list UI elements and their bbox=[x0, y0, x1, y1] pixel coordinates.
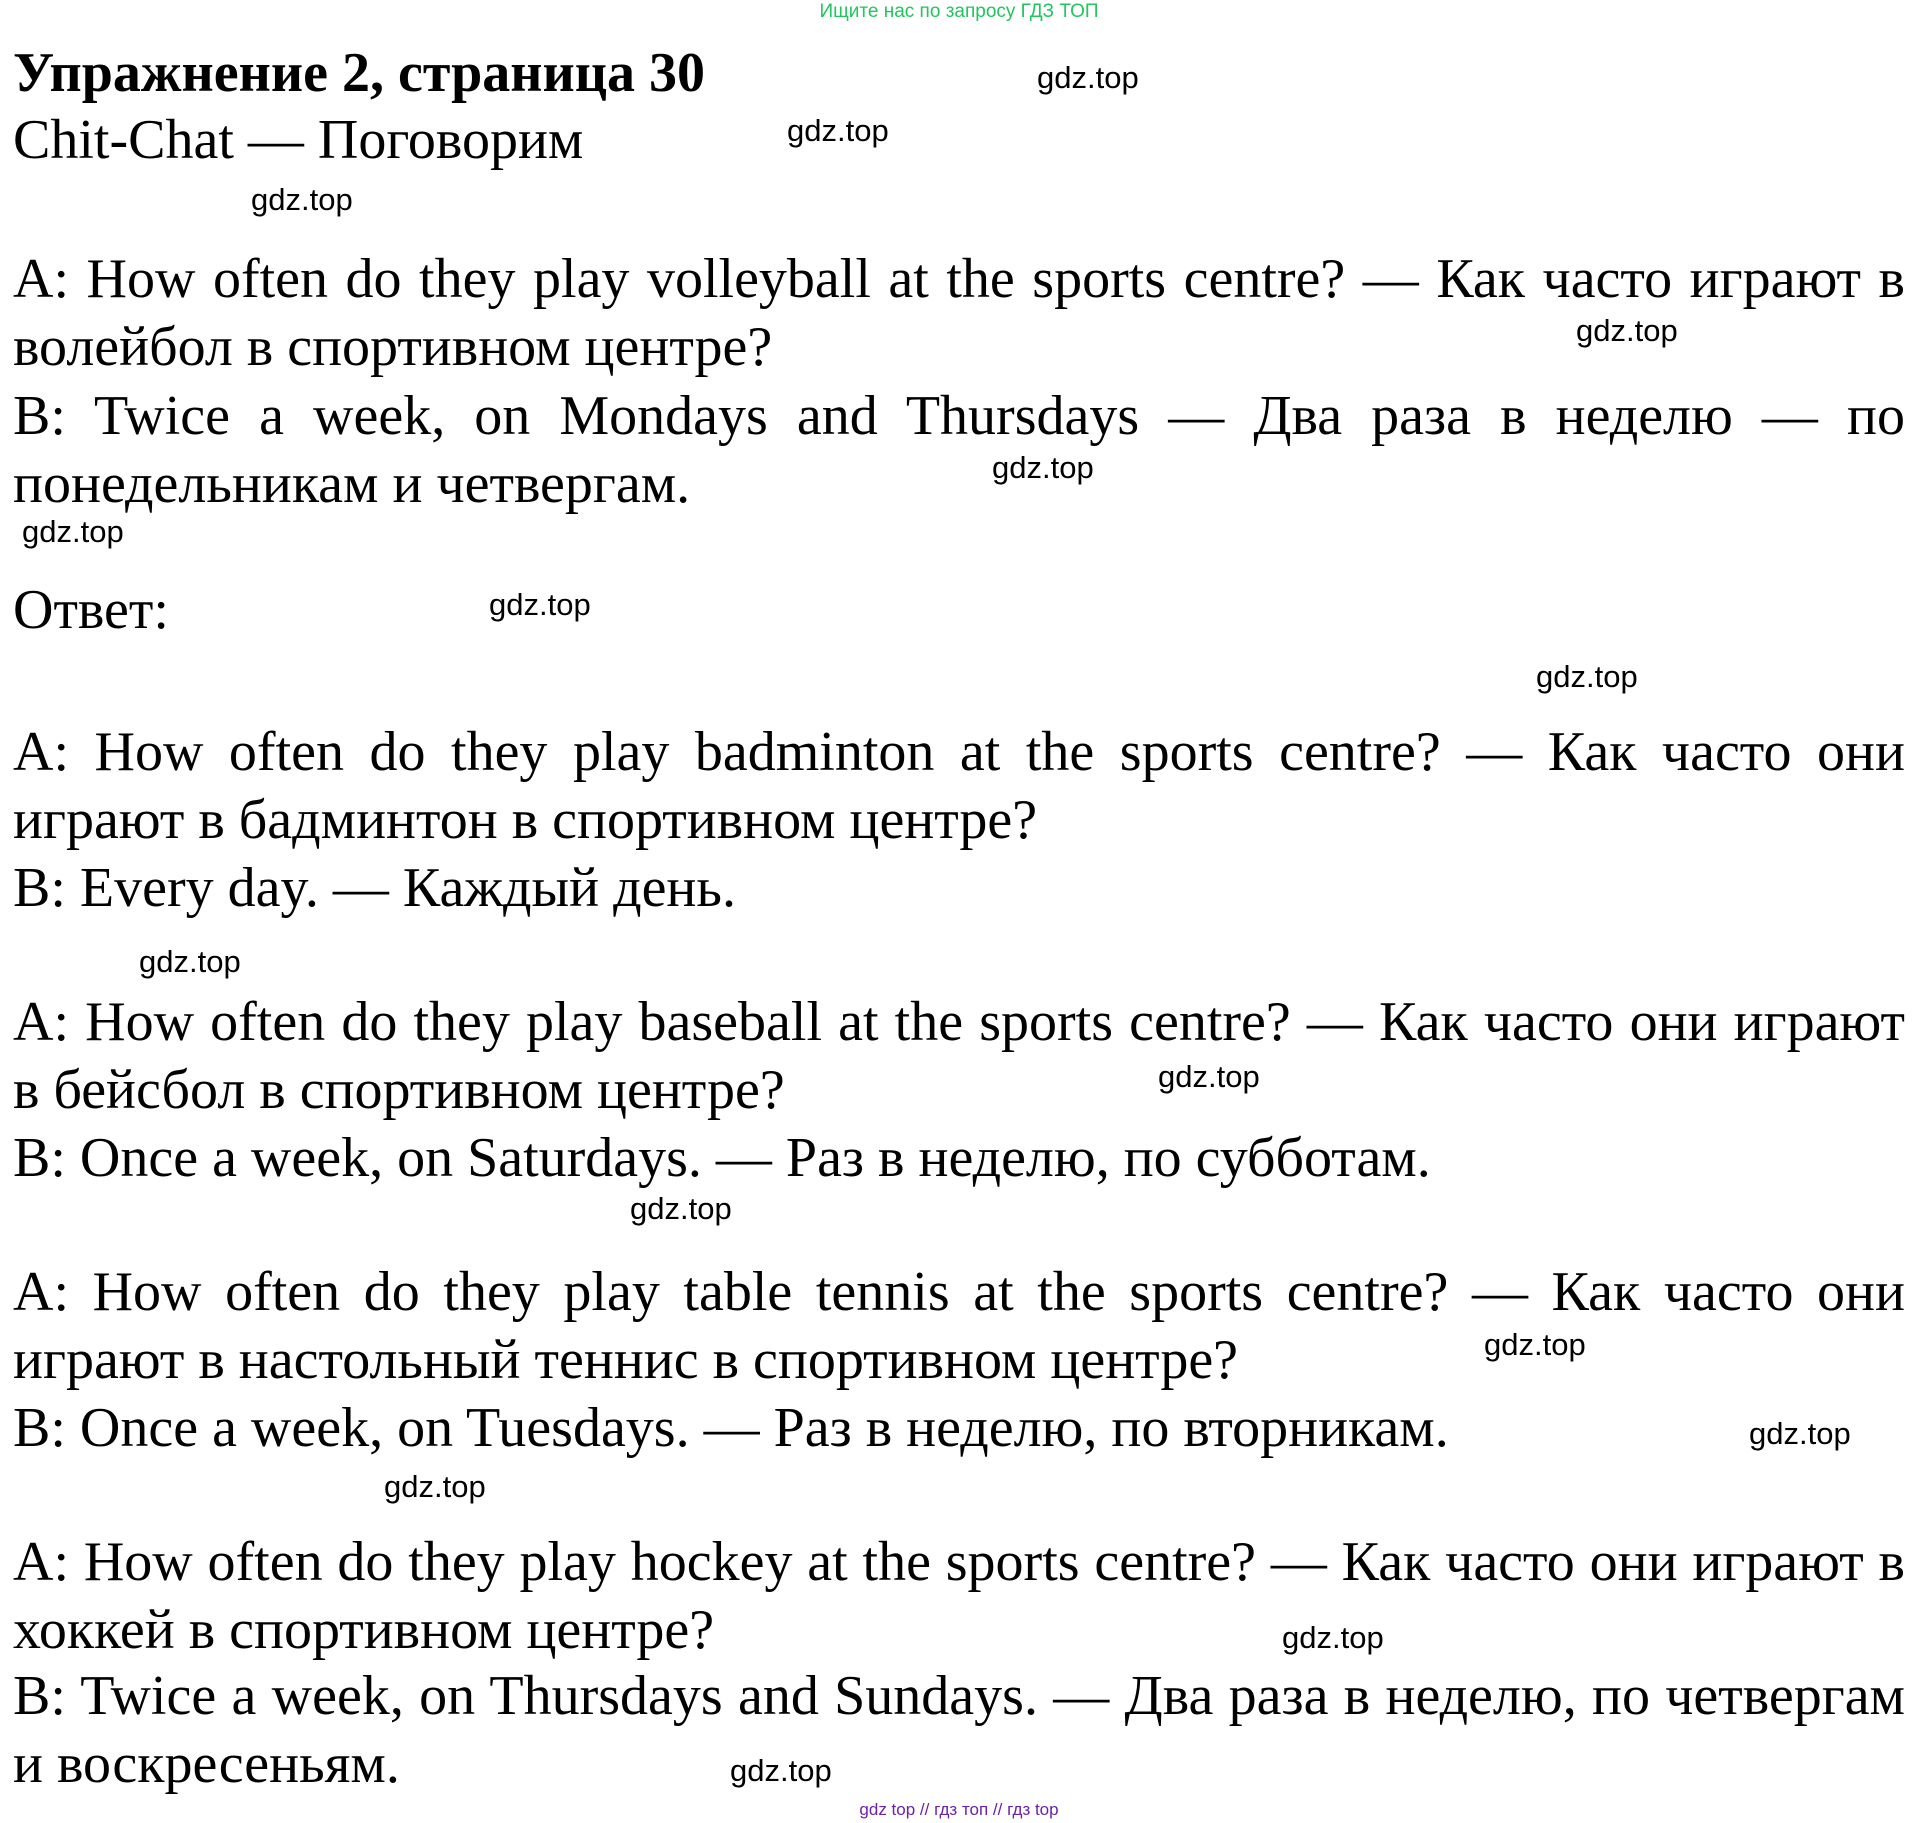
watermark: gdz.top bbox=[1536, 659, 1638, 694]
watermark: gdz.top bbox=[1576, 313, 1678, 348]
watermark: gdz.top bbox=[1282, 1620, 1384, 1655]
dialogue-3-question: A: How often do they play table tennis at the sports centre? — Как часто они играют в настольный теннис в спортивном центре? bbox=[13, 1261, 1905, 1391]
dialogue-1-question: A: How often do they play badminton at the sports centre? — Как часто они играют в бадминтон в спортивном центре? bbox=[13, 721, 1905, 851]
dialogue-3-reply: B: Once a week, on Tuesdays. — Раз в неделю, по вторникам. bbox=[13, 1397, 1449, 1459]
watermark: gdz.top bbox=[139, 944, 241, 979]
example-question: A: How often do they play volleyball at the sports centre? — Как часто играют в волейбол в спортивном центре? bbox=[13, 248, 1905, 378]
watermark: gdz.top bbox=[489, 587, 591, 622]
dialogue-2-question: A: How often do they play baseball at the sports centre? — Как часто они играют в бейсбол в спортивном центре? bbox=[13, 991, 1905, 1121]
top-banner: Ищите нас по запросу ГДЗ ТОП bbox=[819, 1, 1099, 22]
watermark: gdz.top bbox=[630, 1191, 732, 1226]
watermark: gdz.top bbox=[1484, 1327, 1586, 1362]
watermark: gdz.top bbox=[1749, 1416, 1851, 1451]
page-subtitle: Chit-Chat — Поговорим bbox=[13, 109, 584, 171]
watermark: gdz.top bbox=[1037, 60, 1139, 95]
watermark: gdz.top bbox=[22, 514, 124, 549]
watermark: gdz.top bbox=[1158, 1059, 1260, 1094]
dialogue-1-reply: B: Every day. — Каждый день. bbox=[13, 857, 736, 919]
watermark: gdz.top bbox=[992, 450, 1094, 485]
watermark: gdz.top bbox=[787, 113, 889, 148]
watermark: gdz.top bbox=[384, 1469, 486, 1504]
bottom-footer: gdz top // гдз топ // гдз top bbox=[859, 1800, 1059, 1819]
watermark: gdz.top bbox=[251, 182, 353, 217]
example-reply: B: Twice a week, on Mondays and Thursdays — Два раза в неделю — по понедельникам и четвергам. bbox=[13, 385, 1905, 515]
watermark: gdz.top bbox=[730, 1753, 832, 1788]
dialogue-4-question: A: How often do they play hockey at the sports centre? — Как часто они играют в хоккей в спортивном центре? bbox=[13, 1531, 1905, 1661]
answer-label: Ответ: bbox=[13, 579, 169, 641]
dialogue-2-reply: B: Once a week, on Saturdays. — Раз в неделю, по субботам. bbox=[13, 1127, 1431, 1189]
page-title: Упражнение 2, страница 30 bbox=[13, 42, 706, 104]
dialogue-4-reply: B: Twice a week, on Thursdays and Sundays. — Два раза в неделю, по четвергам и воскресеньям. bbox=[13, 1665, 1905, 1795]
